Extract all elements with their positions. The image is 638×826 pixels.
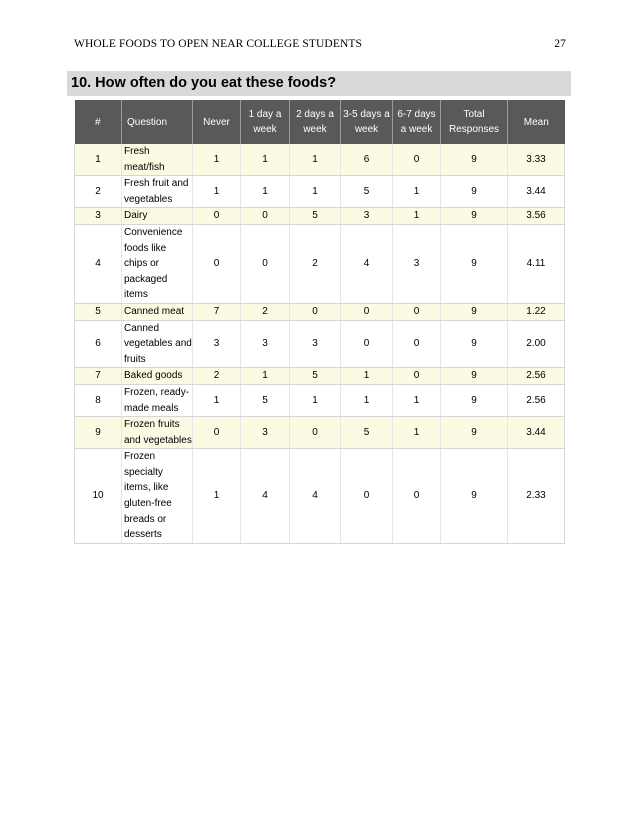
- table-cell-d1: 3: [241, 320, 290, 368]
- table-cell-d67: 1: [393, 208, 441, 225]
- table-cell-d2: 1: [290, 384, 341, 416]
- table-cell-never: 1: [193, 384, 241, 416]
- table-cell-never: 1: [193, 176, 241, 208]
- table-cell-total: 9: [441, 303, 508, 320]
- table-cell-question: Canned meat: [122, 303, 193, 320]
- table-cell-mean: 3.44: [508, 417, 565, 449]
- table-cell-d1: 5: [241, 384, 290, 416]
- table-cell-d1: 2: [241, 303, 290, 320]
- table-cell-num: 3: [75, 208, 122, 225]
- table-cell-total: 9: [441, 368, 508, 385]
- table-row: [75, 144, 565, 176]
- table-row: [75, 208, 565, 225]
- table-row: [75, 176, 565, 208]
- table-cell-d67: 0: [393, 368, 441, 385]
- table-cell-d1: 1: [241, 368, 290, 385]
- table-cell-total: 9: [441, 417, 508, 449]
- table-cell-d67: 1: [393, 176, 441, 208]
- table-cell-d1: 1: [241, 144, 290, 176]
- table-cell-never: 1: [193, 449, 241, 544]
- table-row: [75, 320, 565, 368]
- table-cell-num: 10: [75, 449, 122, 544]
- table-cell-d35: 6: [341, 144, 393, 176]
- table-cell-num: 1: [75, 144, 122, 176]
- table-cell-question: Dairy: [122, 208, 193, 225]
- table-cell-d2: 2: [290, 224, 341, 303]
- column-header: Total Responses: [441, 100, 508, 144]
- column-header: #: [75, 100, 122, 144]
- table-cell-d35: 5: [341, 417, 393, 449]
- table-cell-question: Canned vegetables and fruits: [122, 320, 193, 368]
- table-cell-question: Fresh fruit and vegetables: [122, 176, 193, 208]
- table-cell-d67: 0: [393, 144, 441, 176]
- column-header: 2 days a week: [290, 100, 341, 144]
- table-body: [75, 144, 565, 543]
- table-cell-d2: 5: [290, 368, 341, 385]
- table-cell-d1: 3: [241, 417, 290, 449]
- table-cell-question: Frozen fruits and vegetables: [122, 417, 193, 449]
- table-cell-question: Frozen specialty items, like gluten-free breads or desserts: [122, 449, 193, 544]
- table-cell-mean: 2.56: [508, 384, 565, 416]
- table-cell-d2: 1: [290, 144, 341, 176]
- table-cell-never: 1: [193, 144, 241, 176]
- table-row: [75, 303, 565, 320]
- table-cell-d35: 1: [341, 368, 393, 385]
- table-cell-total: 9: [441, 224, 508, 303]
- table-cell-d67: 1: [393, 384, 441, 416]
- running-head: [74, 38, 566, 50]
- table-cell-question: Convenience foods like chips or packaged items: [122, 224, 193, 303]
- table-cell-never: 0: [193, 224, 241, 303]
- table-cell-d2: 3: [290, 320, 341, 368]
- table-cell-d1: 4: [241, 449, 290, 544]
- table-cell-d2: 0: [290, 303, 341, 320]
- table-row: [75, 368, 565, 385]
- table-row: [75, 449, 565, 544]
- table-cell-d2: 1: [290, 176, 341, 208]
- page-number: 27: [554, 38, 566, 50]
- table-cell-num: 7: [75, 368, 122, 385]
- survey-results-table: [74, 100, 565, 544]
- table-cell-mean: 4.11: [508, 224, 565, 303]
- table-cell-total: 9: [441, 176, 508, 208]
- table-cell-d35: 3: [341, 208, 393, 225]
- table-cell-d1: 0: [241, 224, 290, 303]
- table-cell-total: 9: [441, 320, 508, 368]
- column-header: Mean: [508, 100, 565, 144]
- table-cell-num: 4: [75, 224, 122, 303]
- table-cell-total: 9: [441, 384, 508, 416]
- table-cell-d67: 3: [393, 224, 441, 303]
- table-cell-d2: 5: [290, 208, 341, 225]
- table-cell-never: 3: [193, 320, 241, 368]
- column-header: Never: [193, 100, 241, 144]
- table-cell-d67: 0: [393, 303, 441, 320]
- table-cell-never: 0: [193, 417, 241, 449]
- table-cell-d1: 0: [241, 208, 290, 225]
- table-row: [75, 417, 565, 449]
- table-cell-d35: 0: [341, 320, 393, 368]
- table-cell-num: 2: [75, 176, 122, 208]
- table-cell-never: 7: [193, 303, 241, 320]
- table-cell-d35: 0: [341, 449, 393, 544]
- column-header: Question: [122, 100, 193, 144]
- table-cell-d35: 4: [341, 224, 393, 303]
- table-cell-mean: 3.44: [508, 176, 565, 208]
- table-cell-mean: 3.56: [508, 208, 565, 225]
- table-cell-mean: 3.33: [508, 144, 565, 176]
- table-row: [75, 224, 565, 303]
- table-cell-mean: 1.22: [508, 303, 565, 320]
- table-cell-never: 0: [193, 208, 241, 225]
- table-cell-num: 6: [75, 320, 122, 368]
- table-cell-question: Frozen, ready-made meals: [122, 384, 193, 416]
- table-cell-d35: 5: [341, 176, 393, 208]
- table-cell-d35: 0: [341, 303, 393, 320]
- running-head-title: WHOLE FOODS TO OPEN NEAR COLLEGE STUDENTS: [74, 38, 362, 50]
- table-cell-total: 9: [441, 144, 508, 176]
- table-cell-never: 2: [193, 368, 241, 385]
- table-cell-num: 8: [75, 384, 122, 416]
- question-title: 10. How often do you eat these foods?: [67, 71, 571, 96]
- table-cell-d2: 0: [290, 417, 341, 449]
- table-cell-mean: 2.00: [508, 320, 565, 368]
- table-cell-d2: 4: [290, 449, 341, 544]
- table-cell-d35: 1: [341, 384, 393, 416]
- table-cell-mean: 2.33: [508, 449, 565, 544]
- table-cell-d67: 0: [393, 449, 441, 544]
- column-header: 3-5 days a week: [341, 100, 393, 144]
- table-row: [75, 384, 565, 416]
- table-cell-total: 9: [441, 449, 508, 544]
- table-cell-question: Fresh meat/fish: [122, 144, 193, 176]
- column-header: 1 day a week: [241, 100, 290, 144]
- table-cell-num: 5: [75, 303, 122, 320]
- table-cell-d67: 0: [393, 320, 441, 368]
- table-cell-d1: 1: [241, 176, 290, 208]
- column-header: 6-7 days a week: [393, 100, 441, 144]
- table-cell-question: Baked goods: [122, 368, 193, 385]
- table-header-row: [75, 100, 565, 144]
- table-cell-total: 9: [441, 208, 508, 225]
- table-cell-mean: 2.56: [508, 368, 565, 385]
- table-cell-d67: 1: [393, 417, 441, 449]
- table-cell-num: 9: [75, 417, 122, 449]
